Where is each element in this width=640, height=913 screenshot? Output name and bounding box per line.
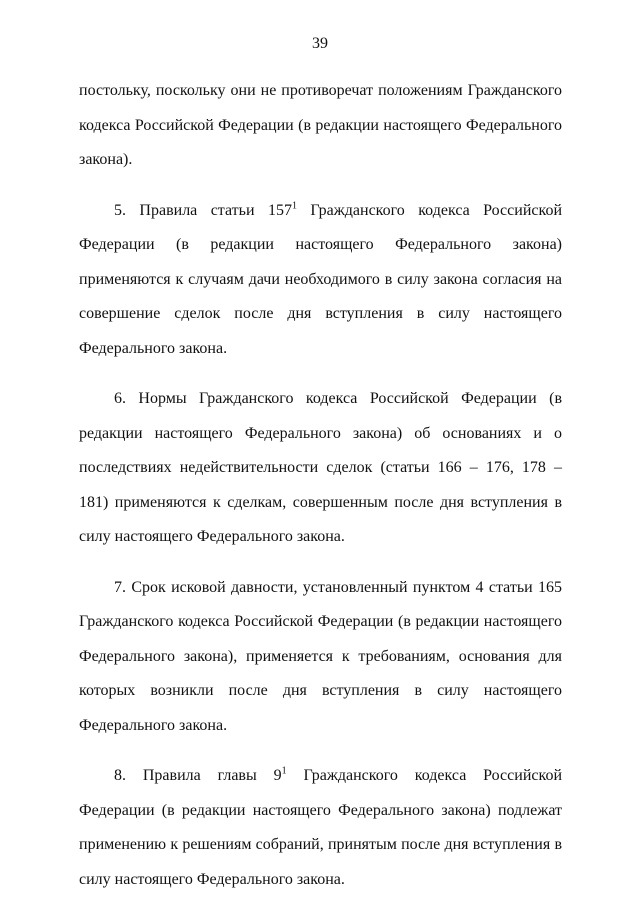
paragraph-continuation: постольку, поскольку они не противоречат положениям Гражданского кодекса Российской Федерации (в редакции настоящего Федерального закона). xyxy=(79,82,562,168)
document-body xyxy=(79,74,562,913)
paragraph-8 xyxy=(79,759,562,897)
paragraph-5-lead: 5. Правила статьи 157 xyxy=(114,201,292,219)
paragraph-8-lead: 8. Правила главы 9 xyxy=(114,767,282,784)
paragraph-6: 6. Нормы Гражданского кодекса Российской Федерации (в редакции настоящего Федерального закона) об основаниях и о последствиях недействительности сделок (статьи 166 – 176, 178 – 181) применяются к сделкам, совершенным после дня вступления в силу настоящего Федерального закона. xyxy=(79,390,562,545)
paragraph-5-rest: Гражданского кодекса Российской Федерации (в редакции настоящего Федерального закона) применяются к случаям дачи необходимого в силу закона согласия на совершение сделок после дня вступления в силу настоящего Федерального закона. xyxy=(79,201,563,357)
superscript-1: 1 xyxy=(281,765,287,777)
superscript-1: 1 xyxy=(291,200,297,212)
paragraph-5 xyxy=(79,194,562,367)
paragraph-7: 7. Срок исковой давности, установленный пунктом 4 статьи 165 Гражданского кодекса Российской Федерации (в редакции настоящего Федерального закона), применяется к требованиям, основания для которых возникли после дня вступления в силу настоящего Федерального закона. xyxy=(79,578,562,734)
page-number: 39 xyxy=(312,35,328,52)
paragraph-8-rest: Гражданского кодекса Российской Федерации (в редакции настоящего Федерального закона) подлежат применению к решениям собраний, принятым после дня вступления в силу настоящего Федерального закона. xyxy=(79,767,563,888)
